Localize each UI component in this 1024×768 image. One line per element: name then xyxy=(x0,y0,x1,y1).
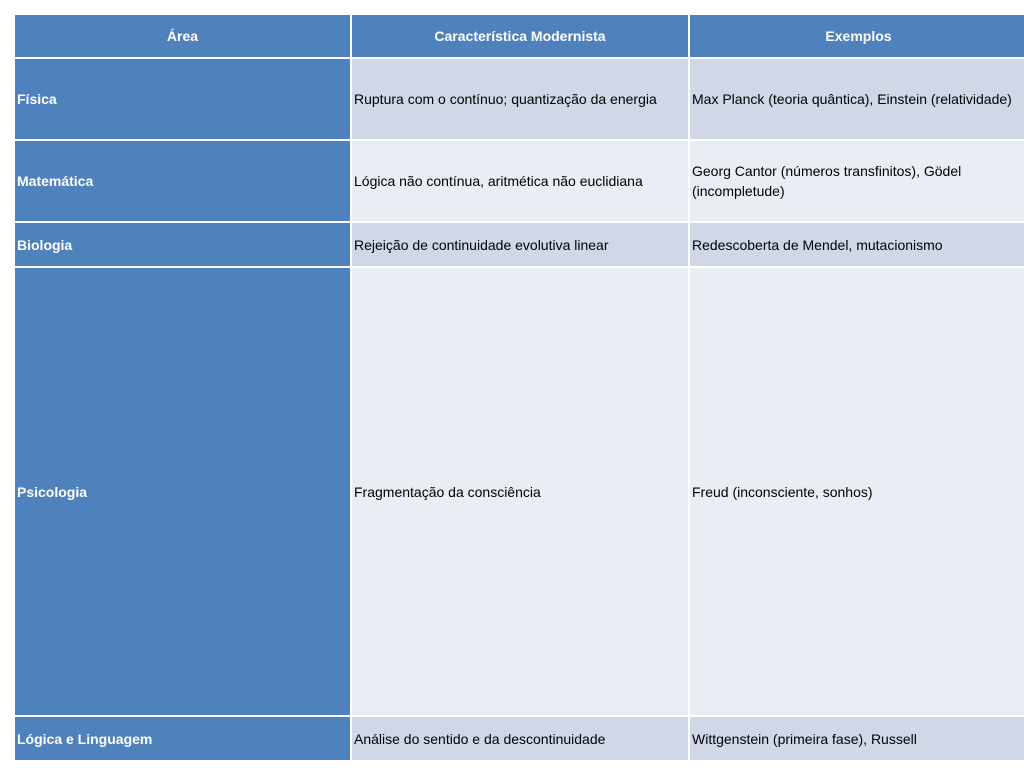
row-caracteristica-biologia: Rejeição de continuidade evolutiva linear xyxy=(352,223,688,266)
row-caracteristica-psicologia: Fragmentação da consciência xyxy=(352,268,688,715)
row-area-matematica: Matemática xyxy=(15,141,350,221)
header-area: Área xyxy=(15,15,350,57)
row-exemplos-biologia: Redescoberta de Mendel, mutacionismo xyxy=(690,223,1024,266)
header-exemplos: Exemplos xyxy=(690,15,1024,57)
row-area-logica-linguagem: Lógica e Linguagem xyxy=(15,717,350,760)
row-exemplos-logica-linguagem: Wittgenstein (primeira fase), Russell xyxy=(690,717,1024,760)
row-area-psicologia: Psicologia xyxy=(15,268,350,715)
row-caracteristica-logica-linguagem: Análise do sentido e da descontinuidade xyxy=(352,717,688,760)
row-caracteristica-matematica: Lógica não contínua, aritmética não euclidiana xyxy=(352,141,688,221)
row-area-fisica: Física xyxy=(15,59,350,139)
comparison-table xyxy=(15,15,1023,760)
row-caracteristica-fisica: Ruptura com o contínuo; quantização da energia xyxy=(352,59,688,139)
row-exemplos-fisica: Max Planck (teoria quântica), Einstein (relatividade) xyxy=(690,59,1024,139)
header-caracteristica: Característica Modernista xyxy=(352,15,688,57)
row-exemplos-matematica: Georg Cantor (números transfinitos), Gödel (incompletude) xyxy=(690,141,1024,221)
row-area-biologia: Biologia xyxy=(15,223,350,266)
row-exemplos-psicologia: Freud (inconsciente, sonhos) xyxy=(690,268,1024,715)
